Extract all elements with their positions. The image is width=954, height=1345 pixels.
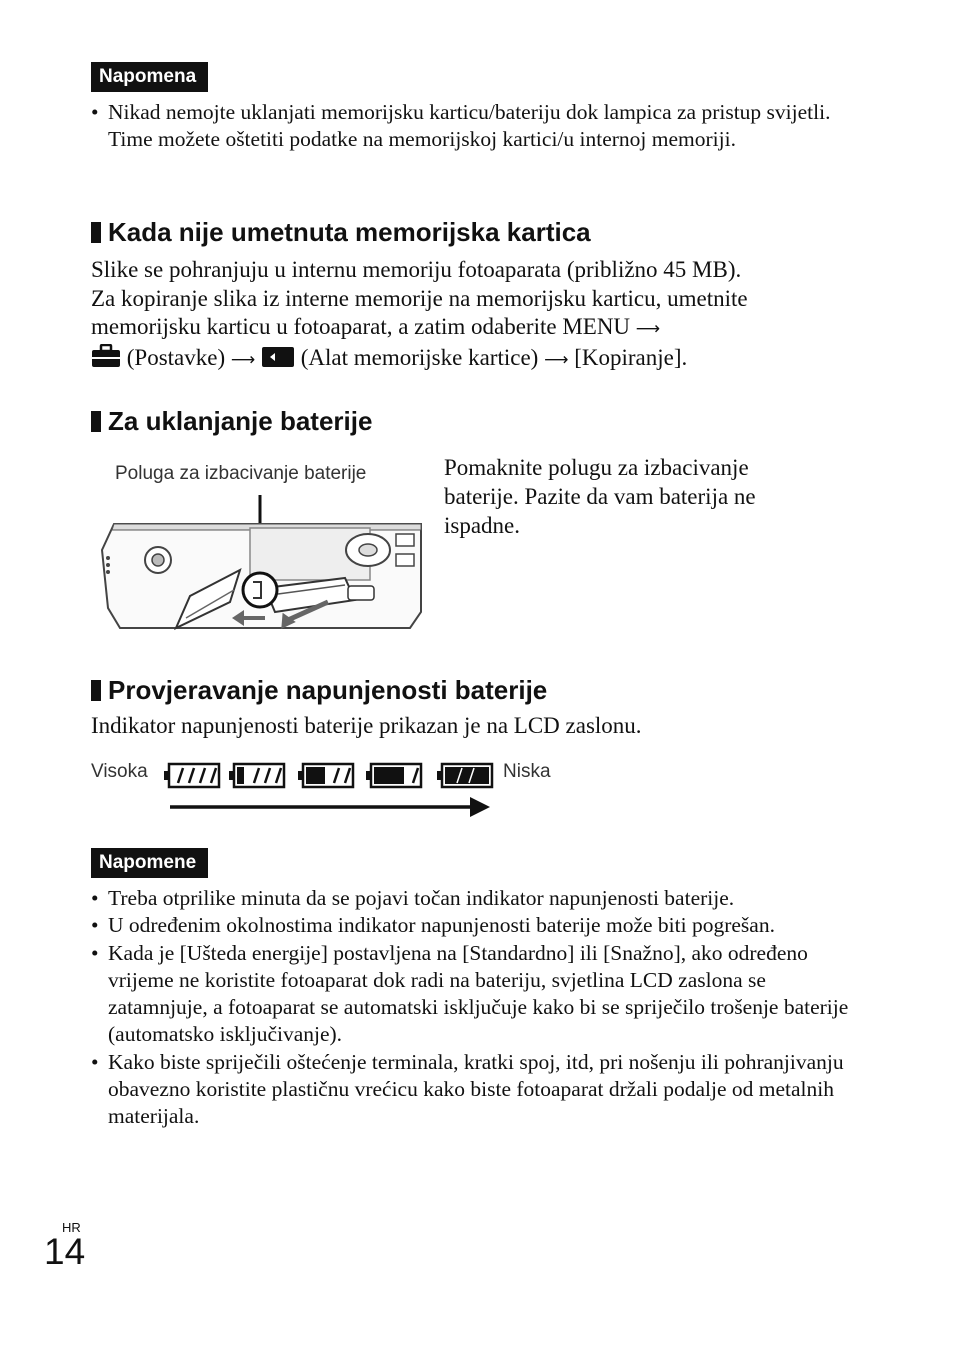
heading-marker xyxy=(91,680,101,701)
low-label: Niska xyxy=(503,761,551,782)
memory-paragraph xyxy=(91,256,748,375)
battery-quarter-icon xyxy=(366,762,424,790)
section-heading-battery-removal: Za uklanjanje baterije xyxy=(91,406,372,436)
list-item: • Nikad nemojte uklanjati memorijsku karticu/bateriju dok lampica za pristup svijetli. Time možete oštetiti podatke na memorijskoj kartici/u internoj memoriji. xyxy=(91,99,861,154)
memory-card-tool-icon xyxy=(261,346,295,368)
paragraph-line: baterije. Pazite da vam baterija ne xyxy=(444,484,756,509)
battery-level-text: Indikator napunjenosti baterije prikazan je na LCD zaslonu. xyxy=(91,713,642,738)
paragraph-line: Za kopiranje slika iz interne memorije na memorijsku karticu, umetnite xyxy=(91,285,748,311)
battery-removal-text xyxy=(444,453,864,540)
card-tool-text: (Alat memorijske kartice) xyxy=(300,345,539,371)
section-heading-memory: Kada nije umetnuta memorijska kartica xyxy=(91,217,591,247)
arrow-icon: ⟶ xyxy=(544,350,569,371)
illustration-label: Poluga za izbacivanje baterije xyxy=(115,463,367,484)
battery-half-icon xyxy=(298,762,356,790)
camera-battery-illustration xyxy=(100,490,425,640)
notes-list xyxy=(91,885,861,1131)
page-number: 14 xyxy=(44,1231,86,1272)
heading-marker xyxy=(91,222,101,243)
battery-low-icon xyxy=(437,762,495,790)
toolbox-icon xyxy=(91,344,121,368)
note-label: Napomena xyxy=(91,62,208,92)
arrow-icon: ⟶ xyxy=(230,350,256,371)
paragraph-line: Slike se pohranjuju u internu memoriju fotoaparata (približno 45 MB). xyxy=(91,257,742,282)
arrow-icon: ⟶ xyxy=(635,319,661,340)
list-item: • U određenim okolnostima indikator napunjenosti baterije može biti pogrešan. xyxy=(91,912,861,939)
notes-label: Napomene xyxy=(91,848,208,878)
heading-marker xyxy=(91,411,101,432)
list-item: • Kako biste spriječili oštećenje terminala, kratki spoj, itd, pri nošenju ili pohranjivanju obavezno koristite plastičnu vrećicu kako biste fotoaparat držali podalje od metalnih materijala. xyxy=(91,1049,861,1131)
language-code: HR xyxy=(62,1220,81,1235)
note-list xyxy=(91,99,861,154)
level-arrow-icon xyxy=(168,795,493,819)
section-heading-battery-level: Provjeravanje napunjenosti baterije xyxy=(91,675,547,705)
paragraph-line: Pomaknite polugu za izbacivanje xyxy=(444,455,749,480)
paragraph-line: memorijsku karticu u fotoaparat, a zatim odaberite MENU ⟶ xyxy=(91,314,661,340)
copy-text: [Kopiranje]. xyxy=(574,345,688,371)
battery-three-quarter-icon xyxy=(229,762,287,790)
list-item: • Treba otprilike minuta da se pojavi točan indikator napunjenosti baterije. xyxy=(91,885,861,912)
high-label: Visoka xyxy=(91,761,148,782)
paragraph-line: ispadne. xyxy=(444,513,521,538)
settings-text: (Postavke) xyxy=(126,345,226,371)
list-item: • Kada je [Ušteda energije] postavljena na [Standardno] ili [Snažno], ako određeno vrijeme ne koristite fotoaparat dok radi na bateriju, svjetlina LCD zaslona se zatamnjuje, a fotoaparat se automatski isključuje kako bi se spriječilo trošenje baterije (automatsko isključivanje). xyxy=(91,940,861,1049)
battery-full-icon xyxy=(164,762,222,790)
paragraph-line xyxy=(91,344,748,375)
